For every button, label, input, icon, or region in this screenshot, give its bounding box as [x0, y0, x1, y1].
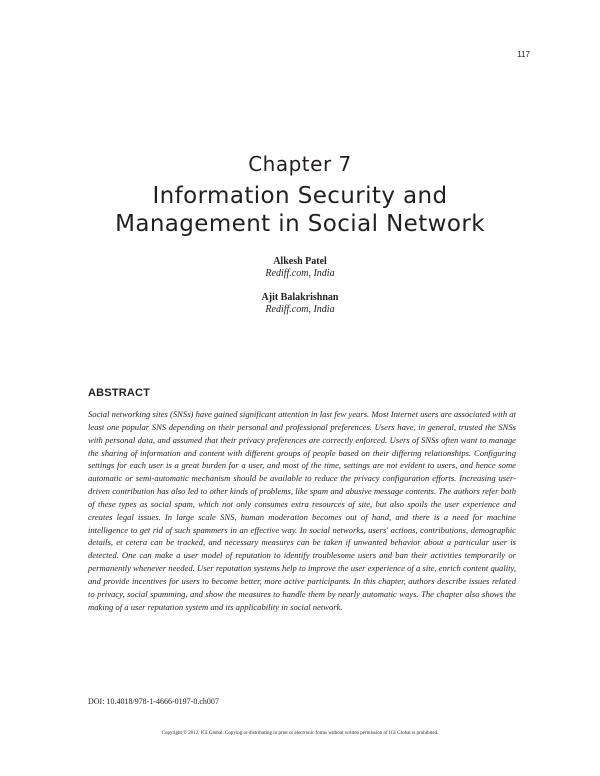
author-affiliation: Rediff.com, India [265, 268, 335, 279]
author-name: Alkesh Patel [273, 256, 327, 267]
author-affiliation: Rediff.com, India [265, 304, 335, 315]
copyright-notice: Copyright © 2012, IGI Global. Copying or distributing in print or electronic forms without written permission of IGI Global is prohibited. [161, 731, 439, 736]
chapter-title-line-2: Management in Social Network [115, 211, 485, 237]
chapter-label: Chapter 7 [248, 152, 352, 176]
doi: DOI: 10.4018/978-1-4666-0197-0.ch007 [88, 697, 219, 706]
page-number: 117 [517, 50, 530, 59]
author-block [0, 292, 600, 316]
author-name: Ajit Balakrishnan [261, 292, 339, 303]
chapter-title [60, 182, 540, 238]
abstract-heading: ABSTRACT [88, 387, 151, 399]
abstract-body: Social networking sites (SNSs) have gained significant attention in last few years. Most Internet users are associated with at least one popular SNS depending on their personal and professional preferences. Users have, in general, trusted the SNSs with personal data, and assumed that their privacy preferences are correctly enforced. Users of SNSs often want to manage the sharing of information and content with different groups of people based on their differing relationships. Configuring settings for each user is a great burden for a user, and most of the time, settings are not evident to users, and hence some automatic or semi-automatic mechanism should be available to reduce the privacy configuration efforts. Increasing user-driven contribution has also led to other kinds of problems, like spam and abusive message contents. The authors refer both of these types as social spam, which not only consumes extra resources of site, but also spoils the user experience and creates legal issues. In large scale SNS, human moderation becomes out of hand, and there is a need for machine intelligence to get rid of such spammers in an effective way. In social networks, users' actions, contributions, demographic details, et cetera can be tracked, and necessary measures can be taken if unwanted behavior about a particular user is detected. One can make a user model of reputation to identify troublesome users and ban their activities temporarily or permanently whenever needed. User reputation systems help to improve the user experience of a site, enrich content quality, and provide incentives for users to become better, more active participants. In this chapter, authors describe issues related to privacy, social spamming, and show the measures to handle them by nearly automatic ways. The chapter also shows the making of a user reputation system and its applicability in social network. [88, 409, 516, 612]
author-block [0, 256, 600, 280]
chapter-title-line-1: Information Security and [152, 183, 448, 209]
